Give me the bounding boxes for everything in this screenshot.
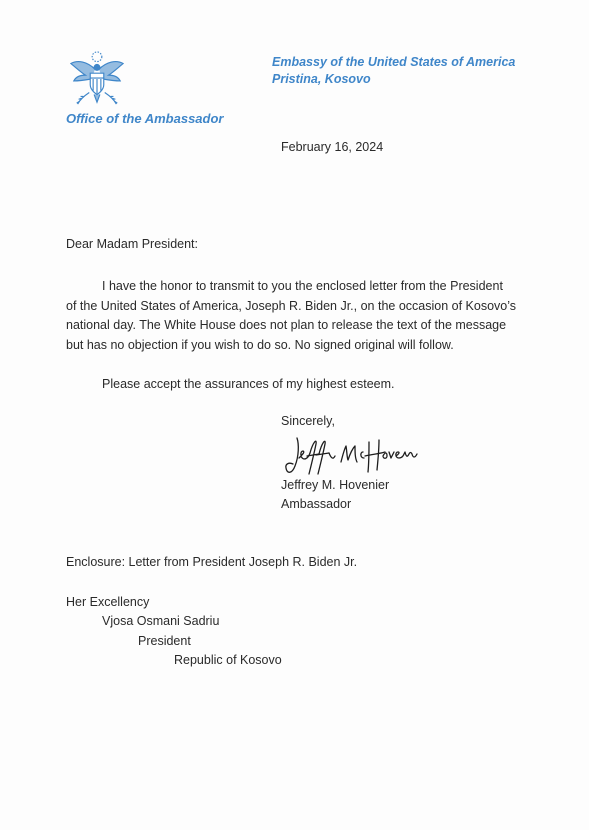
signer-name: Jeffrey M. Hovenier (281, 478, 390, 492)
signer-title: Ambassador (281, 497, 352, 511)
office-of-ambassador-heading: Office of the Ambassador (66, 111, 224, 126)
recipient-title: President (138, 634, 191, 648)
body-line: national day. The White House does not plan to release the text of the message (66, 318, 507, 332)
closing-paragraph: Please accept the assurances of my highest esteem. (102, 377, 395, 391)
body-line: but has no objection if you wish to do so. No signed original will follow. (66, 337, 454, 352)
complimentary-close: Sincerely, (281, 414, 335, 428)
salutation: Dear Madam President: (66, 237, 199, 251)
recipient-name: Vjosa Osmani Sadriu (102, 614, 220, 628)
embassy-city: Pristina, Kosovo (272, 72, 371, 86)
handwritten-signature (283, 434, 418, 478)
letter-date: February 16, 2024 (281, 140, 384, 154)
body-line: I have the honor to transmit to you the enclosed letter from the President (102, 279, 503, 293)
enclosure-note: Enclosure: Letter from President Joseph R. Biden Jr. (66, 555, 358, 569)
embassy-address-block (272, 54, 515, 88)
letter-body-paragraph (66, 277, 536, 355)
recipient-country: Republic of Kosovo (174, 653, 282, 667)
embassy-name: Embassy of the United States of America (272, 55, 516, 69)
recipient-honorific: Her Excellency (66, 595, 150, 609)
signer-block (281, 476, 389, 514)
us-great-seal-icon (68, 50, 126, 108)
body-line: of the United States of America, Joseph R. Biden Jr., on the occasion of Kosovo’s (66, 298, 517, 313)
